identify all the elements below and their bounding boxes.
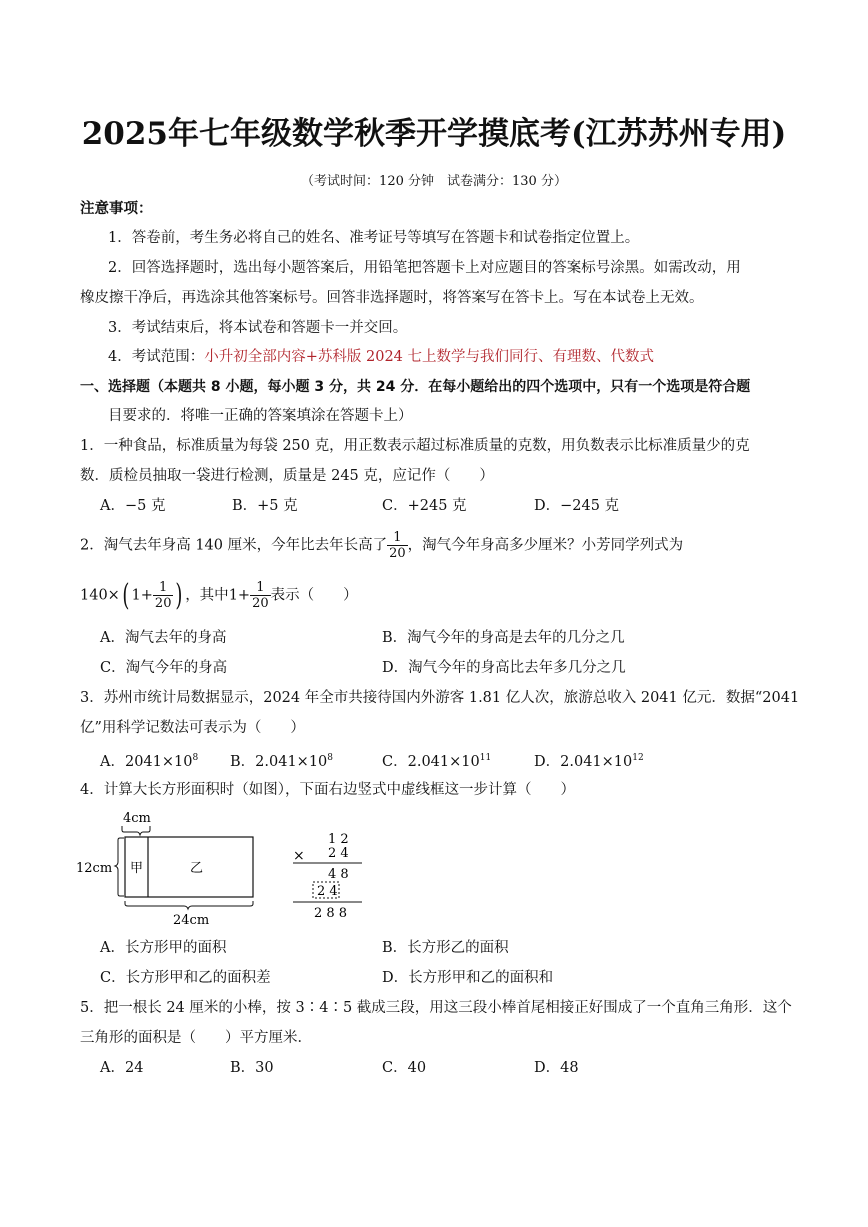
mult-second: 2 4 bbox=[328, 846, 349, 861]
q2-option-a[interactable]: A．淘气去年的身高 bbox=[100, 630, 227, 646]
q4-option-b[interactable]: B．长方形乙的面积 bbox=[382, 940, 509, 956]
q2-expr-fraction-2 bbox=[250, 580, 271, 611]
q3-text-line2: 亿”用科学记数法可表示为（ ） bbox=[80, 720, 305, 736]
brace-left bbox=[115, 838, 124, 896]
big-rectangle bbox=[125, 837, 253, 897]
mult-sign: × bbox=[293, 848, 305, 864]
q3-option-c[interactable] bbox=[382, 748, 491, 772]
q3-option-d[interactable] bbox=[534, 748, 644, 772]
q2-expr-frac-num: 1 bbox=[153, 580, 174, 596]
mult-top: 1 2 bbox=[328, 832, 349, 847]
q2-expr-frac-den: 20 bbox=[154, 596, 172, 611]
notice-item-1: 1．答卷前，考生务必将自己的姓名、准考证号等填写在答题卡和试卷指定位置上。 bbox=[108, 230, 640, 246]
q2-frac-num: 1 bbox=[387, 530, 408, 546]
q2-frac-den: 20 bbox=[389, 546, 406, 561]
q3-option-a-exp: 8 bbox=[192, 753, 199, 763]
label-4cm: 4cm bbox=[123, 811, 151, 826]
q2-text-line1 bbox=[80, 530, 683, 561]
notice-item-4 bbox=[108, 347, 654, 367]
q3-option-a-label: A． bbox=[100, 753, 125, 770]
q4-option-a[interactable]: A．长方形甲的面积 bbox=[100, 940, 227, 956]
section-heading-cont: 目要求的．将唯一正确的答案填涂在答题卡上） bbox=[108, 408, 413, 424]
q3-text-line1: 3．苏州市统计局数据显示，2024 年全市共接待国内外游客 1.81 亿人次，旅游总收入 2041 亿元．数据“2041 bbox=[80, 690, 800, 706]
q5-option-d[interactable]: D．48 bbox=[534, 1060, 579, 1076]
q3-option-b-exp: 8 bbox=[327, 753, 334, 763]
q1-text-line2: 数．质检员抽取一袋进行检测，质量是 245 克，应记作（ ） bbox=[80, 468, 494, 484]
label-part-b: 乙 bbox=[190, 861, 204, 876]
q3-option-d-exp: 12 bbox=[632, 753, 644, 763]
q3-option-c-exp: 11 bbox=[479, 753, 492, 763]
q3-option-c-base: 2.041×10 bbox=[407, 753, 480, 770]
partial-2: 2 4 bbox=[317, 884, 338, 899]
exam-scope: 小升初全部内容+苏科版 2024 七上数学与我们同行、有理数、代数式 bbox=[204, 349, 655, 365]
q2-expr-mid: ，其中 bbox=[185, 587, 229, 604]
q5-option-b[interactable]: B．30 bbox=[230, 1060, 274, 1076]
exam-subtitle: （考试时间：120 分钟 试卷满分：130 分） bbox=[301, 174, 567, 189]
q5-text-line1: 5．把一根长 24 厘米的小棒，按 3∶4∶5 截成三段，用这三段小棒首尾相接正好围成了一个直角三角形．这个 bbox=[80, 1000, 792, 1016]
q3-option-a-base: 2041×10 bbox=[124, 753, 193, 770]
q2-expr2-frac-num: 1 bbox=[250, 580, 271, 596]
label-12cm: 12cm bbox=[76, 861, 113, 876]
q2-expr-prefix: 140× bbox=[80, 587, 120, 604]
q2-expr-one-plus: 1+ bbox=[131, 587, 153, 604]
q4-option-c[interactable]: C．长方形甲和乙的面积差 bbox=[100, 970, 271, 986]
brace-top bbox=[122, 826, 150, 835]
q4-option-d[interactable]: D．长方形甲和乙的面积和 bbox=[382, 970, 554, 986]
q2-expression bbox=[80, 577, 358, 613]
q5-option-a[interactable]: A．24 bbox=[100, 1060, 144, 1076]
q4-text-line1: 4．计算大长方形面积时（如图），下面右边竖式中虚线框这一步计算（ ） bbox=[80, 782, 575, 798]
q1-option-c[interactable]: C．+245 克 bbox=[382, 498, 467, 514]
notice-item-2-cont: 橡皮擦干净后，再选涂其他答案标号。回答非选择题时，将答案写在答卡上。写在本试卷上无效。 bbox=[80, 290, 704, 306]
q2-expr2-frac-den: 20 bbox=[252, 596, 269, 611]
q2-expr-suffix: 表示（ ） bbox=[270, 587, 358, 604]
q2-text-a: 2．淘气去年身高 140 厘米，今年比去年长高了 bbox=[80, 537, 388, 554]
notice-item-3: 3．考试结束后，将本试卷和答题卡一并交回。 bbox=[108, 320, 408, 336]
notice-item-4-prefix: 4．考试范围： bbox=[108, 349, 205, 365]
q3-option-b-label: B． bbox=[230, 753, 256, 770]
q2-option-c[interactable]: C．淘气今年的身高 bbox=[100, 660, 228, 676]
q1-option-d[interactable]: D．−245 克 bbox=[534, 498, 620, 514]
q3-option-a[interactable] bbox=[100, 748, 198, 772]
label-24cm: 24cm bbox=[173, 913, 210, 928]
q4-figure bbox=[76, 806, 376, 934]
q2-option-d[interactable]: D．淘气今年的身高比去年多几分之几 bbox=[382, 660, 626, 676]
q3-option-d-label: D． bbox=[534, 753, 561, 770]
q3-option-b-base: 2.041×10 bbox=[255, 753, 328, 770]
q2-paren-right: ) bbox=[175, 577, 183, 613]
brace-bottom bbox=[125, 901, 253, 909]
mult-result: 2 8 8 bbox=[314, 906, 348, 921]
q2-paren-left: ( bbox=[122, 577, 130, 613]
notice-heading: 注意事项： bbox=[80, 201, 153, 217]
exam-title: 2025年七年级数学秋季开学摸底考(江苏苏州专用) bbox=[81, 116, 787, 152]
q5-option-c[interactable]: C．40 bbox=[382, 1060, 427, 1076]
q2-expr-fraction bbox=[153, 580, 174, 611]
q1-text-line1: 1．一种食品，标准质量为每袋 250 克，用正数表示超过标准质量的克数，用负数表示比标准质量少的克 bbox=[80, 438, 750, 454]
q1-option-a[interactable]: A．−5 克 bbox=[100, 498, 166, 514]
q3-option-d-base: 2.041×10 bbox=[560, 753, 633, 770]
q5-text-line2: 三角形的面积是（ ）平方厘米． bbox=[80, 1030, 312, 1046]
partial-1: 4 8 bbox=[328, 867, 349, 882]
q2-text-b: ，淘气今年身高多少厘米？小芳同学列式为 bbox=[407, 537, 684, 554]
q1-option-b[interactable]: B．+5 克 bbox=[232, 498, 298, 514]
q3-option-c-label: C． bbox=[382, 753, 408, 770]
q3-option-b[interactable] bbox=[230, 748, 333, 772]
q2-expr-one-plus-2: 1+ bbox=[228, 587, 251, 604]
notice-item-2: 2．回答选择题时，选出每小题答案后，用铅笔把答题卡上对应题目的答案标号涂黑。如需改动，用 bbox=[108, 260, 741, 276]
section-heading: 一、选择题（本题共 8 小题，每小题 3 分，共 24 分．在每小题给出的四个选项中，只有一个选项是符合题 bbox=[80, 379, 751, 395]
q2-fraction bbox=[387, 530, 408, 561]
q2-option-b[interactable]: B．淘气今年的身高是去年的几分之几 bbox=[382, 630, 625, 646]
label-part-a: 甲 bbox=[130, 861, 144, 876]
